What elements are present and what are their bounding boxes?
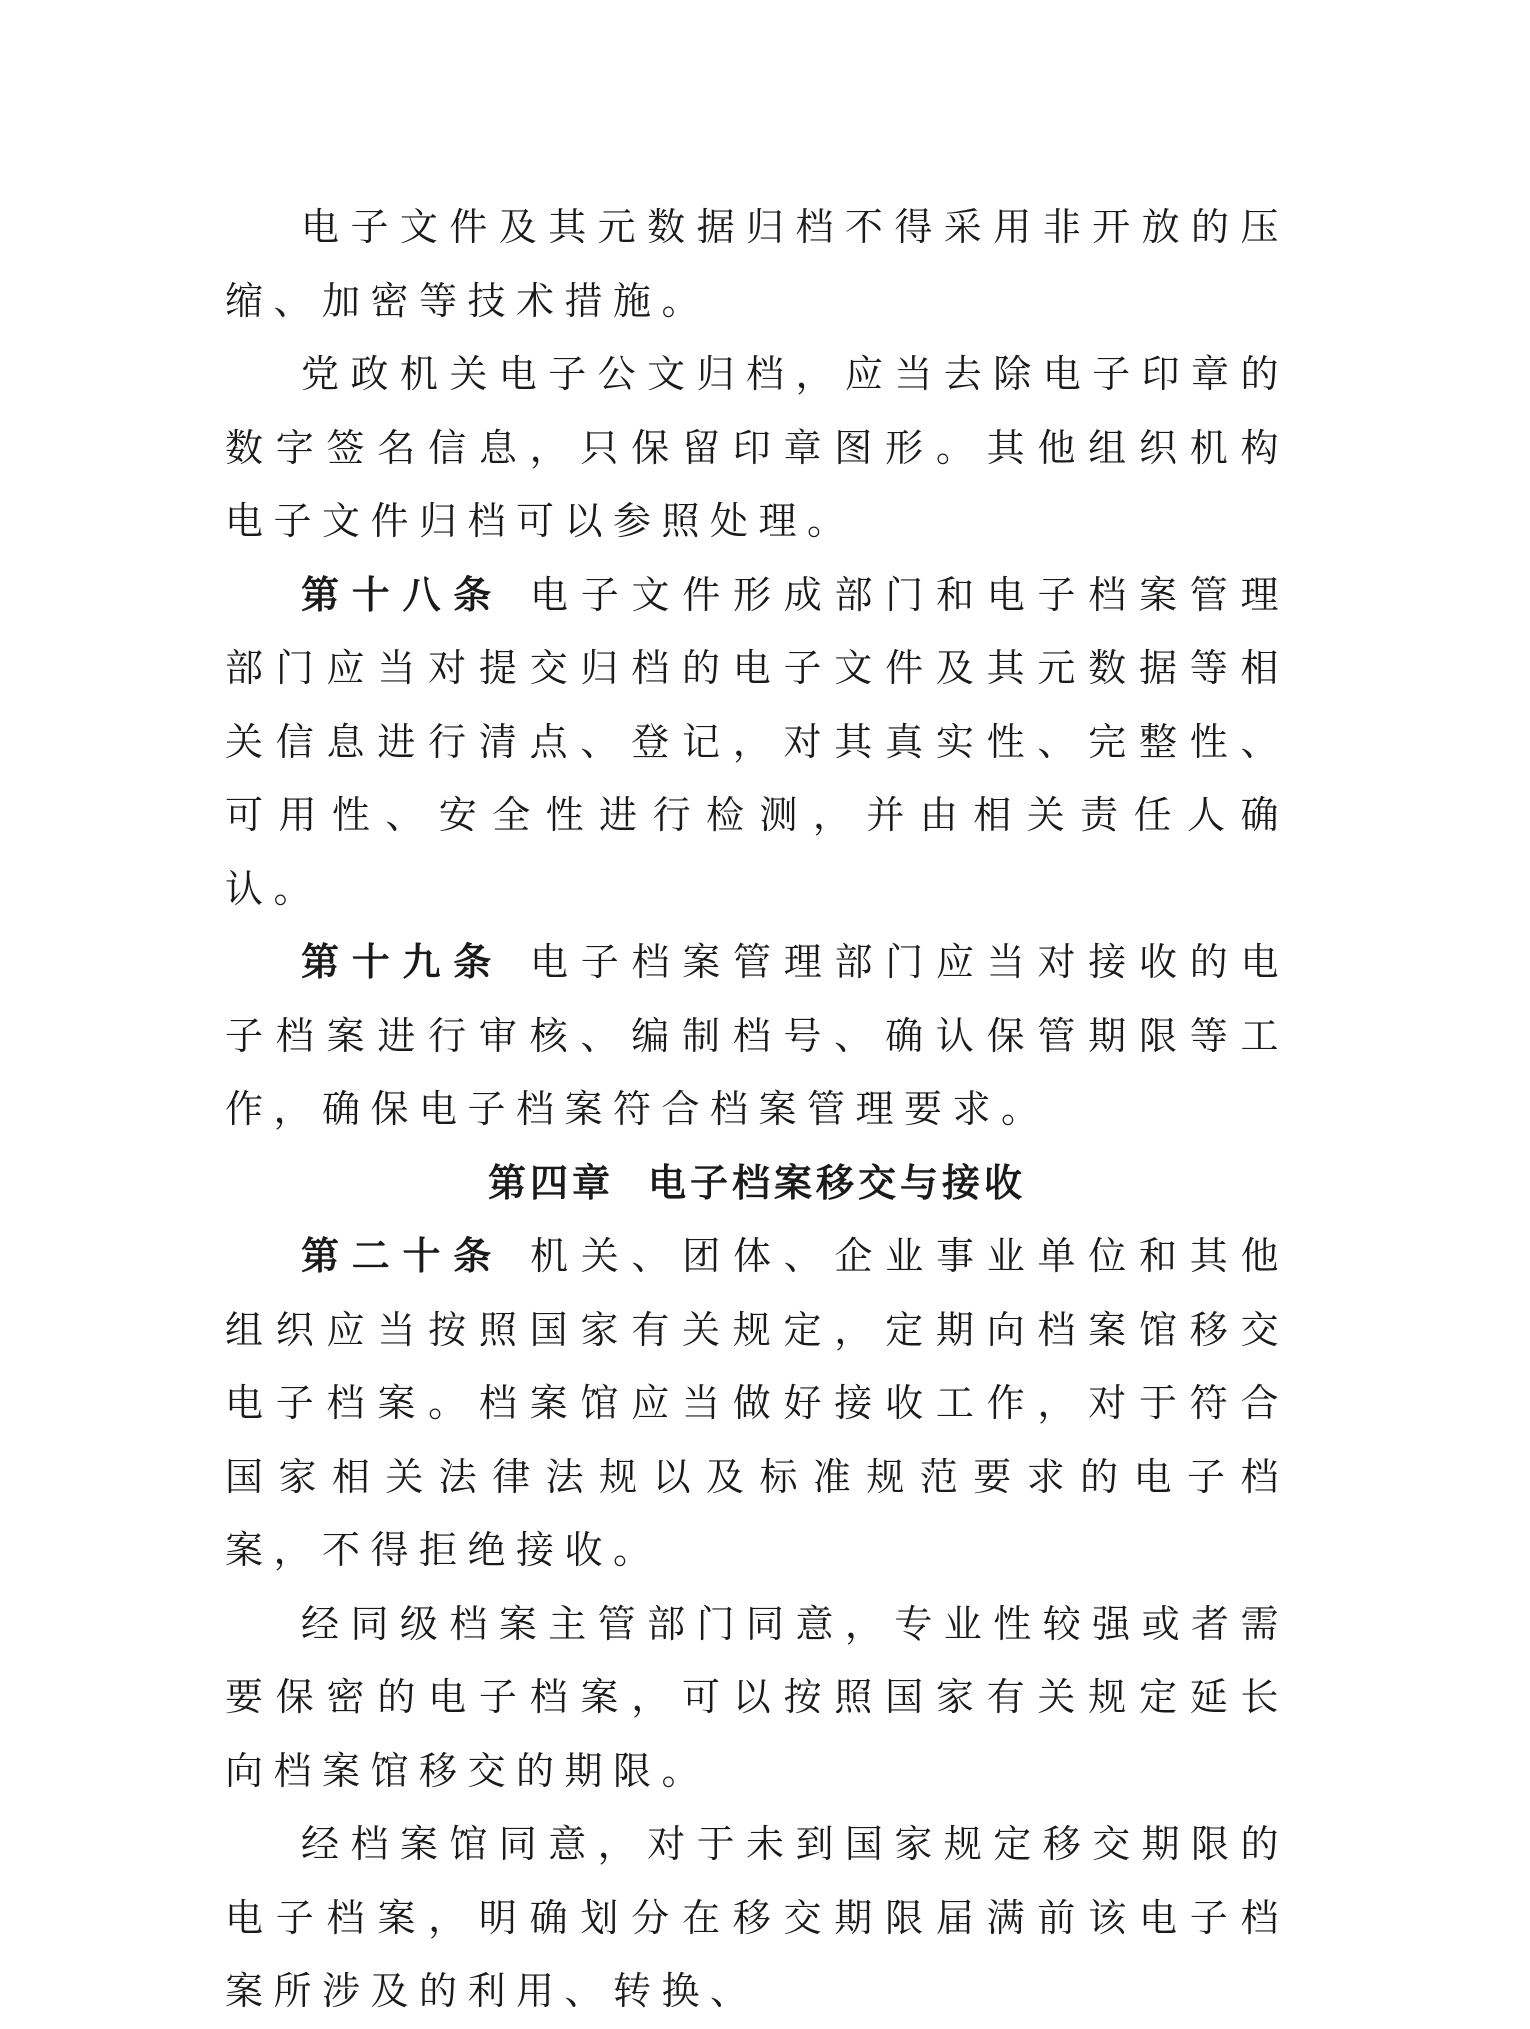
article-18 [225, 559, 1289, 927]
chapter-title: 电子档案移交与接收 [648, 1160, 1027, 1205]
paragraph-text: 电子文件及其元数据归档不得采用非开放的压缩、加密等技术措施。 [225, 205, 1289, 323]
paragraph [225, 1588, 1289, 1809]
paragraph [225, 1808, 1289, 2029]
paragraph-text: 经档案馆同意，对于未到国家规定移交期限的电子档案，明确划分在移交期限届满前该电子档案所涉及的利用、转换、 [225, 1822, 1289, 2013]
paragraph-text: 电子档案管理部门应当对接收的电子档案进行审核、编制档号、确认保管期限等工作，确保电子档案符合档案管理要求。 [225, 940, 1289, 1131]
paragraph [225, 338, 1289, 559]
paragraph [225, 191, 1289, 338]
paragraph-text: 党政机关电子公文归档，应当去除电子印章的数字签名信息，只保留印章图形。其他组织机构电子文件归档可以参照处理。 [225, 352, 1289, 543]
article-20 [225, 1220, 1289, 1588]
article-heading: 第十九条 [301, 940, 504, 984]
paragraph-text: 机关、团体、企业事业单位和其他组织应当按照国家有关规定，定期向档案馆移交电子档案。档案馆应当做好接收工作，对于符合国家相关法律法规以及标准规范要求的电子档案，不得拒绝接收。 [225, 1234, 1289, 1572]
paragraph-text: 电子文件形成部门和电子档案管理部门应当对提交归档的电子文件及其元数据等相关信息进行清点、登记，对其真实性、完整性、可用性、安全性进行检测，并由相关责任人确认。 [225, 572, 1289, 911]
article-heading: 第二十条 [301, 1234, 504, 1278]
paragraph-text: 经同级档案主管部门同意，专业性较强或者需要保密的电子档案，可以按照国家有关规定延长向档案馆移交的期限。 [225, 1601, 1289, 1793]
article-19 [225, 926, 1289, 1147]
document-body [225, 191, 1289, 2029]
article-heading: 第十八条 [301, 572, 504, 617]
chapter-heading [225, 1147, 1289, 1221]
chapter-number: 第四章 [487, 1160, 614, 1205]
